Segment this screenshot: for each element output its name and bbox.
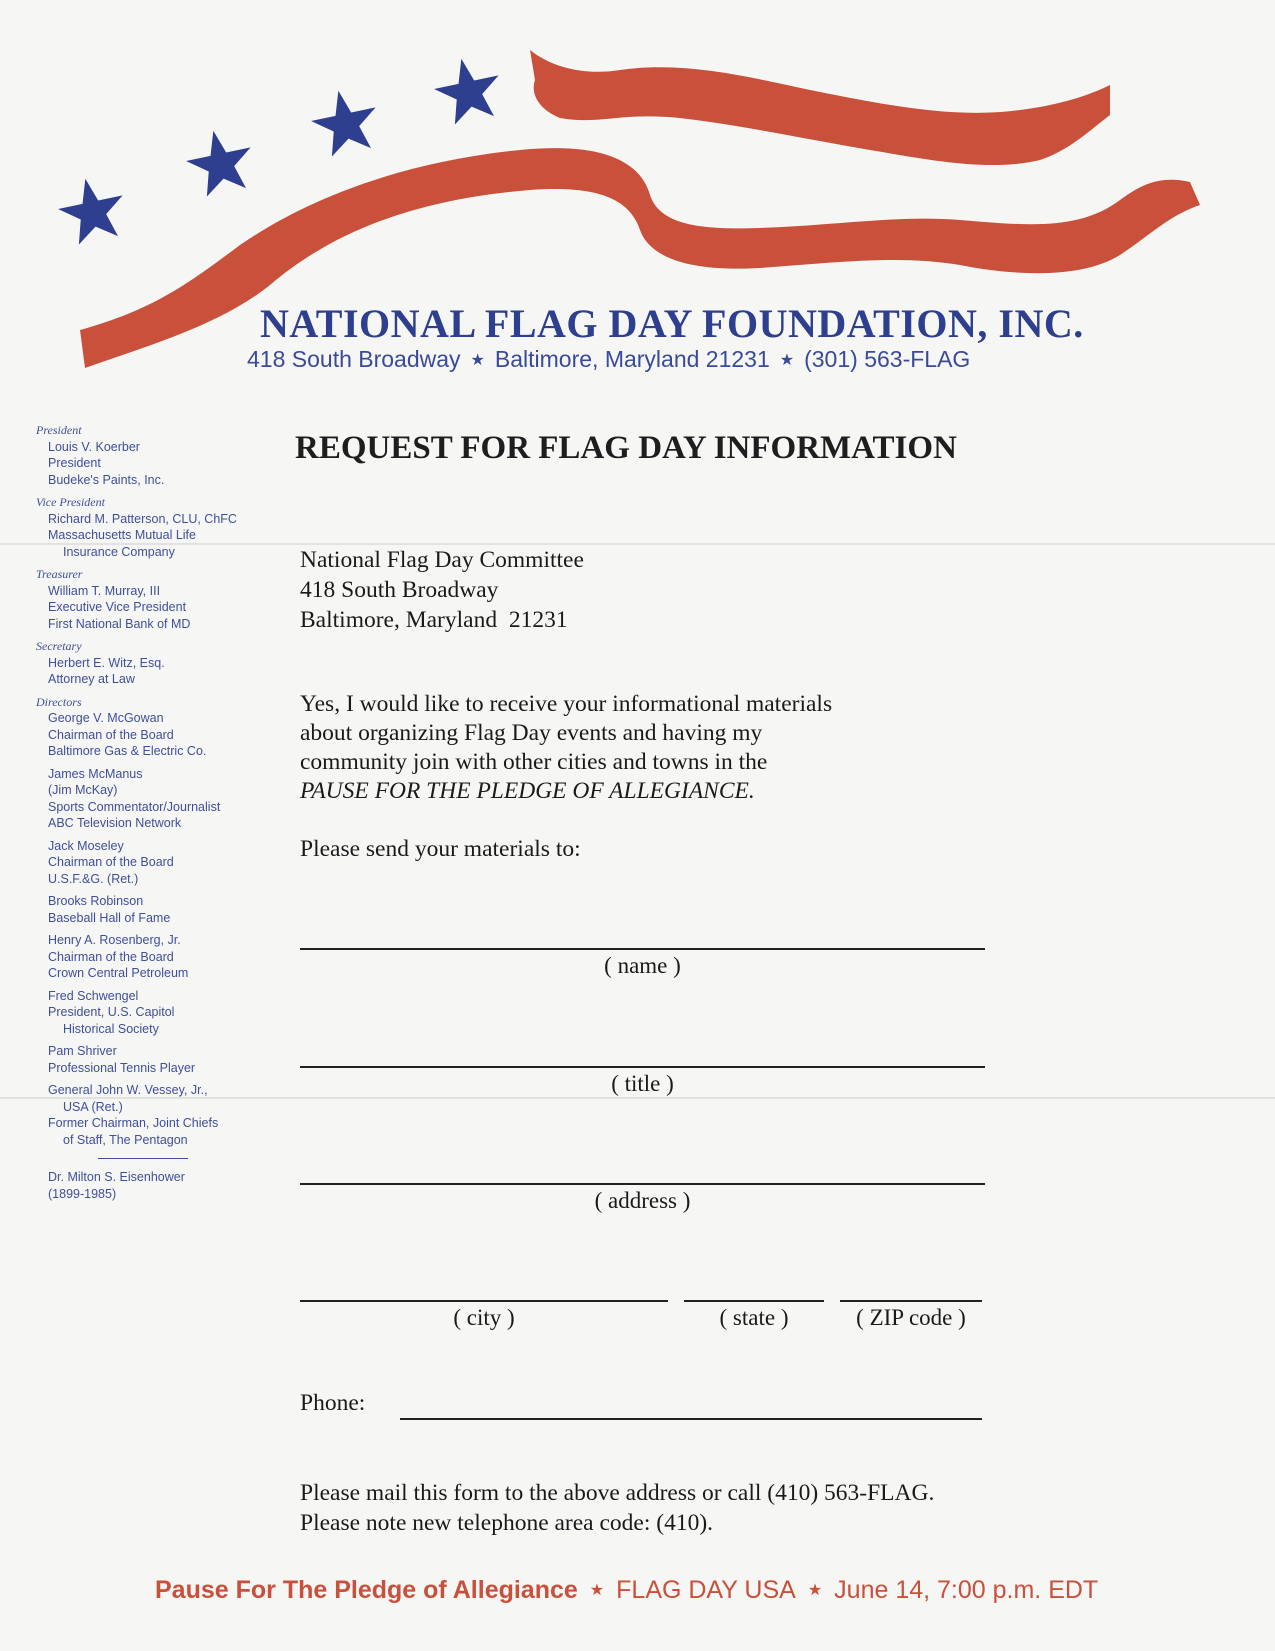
officer-line: Insurance Company [63, 544, 175, 559]
officer-line: Richard M. Patterson, CLU, ChFC [48, 511, 237, 526]
director-line: U.S.F.&G. (Ret.) [48, 871, 139, 886]
name-field[interactable] [300, 948, 985, 950]
star-separator-icon: ★ [807, 1582, 823, 1599]
zip-field[interactable] [840, 1300, 982, 1302]
form-title: REQUEST FOR FLAG DAY INFORMATION [295, 430, 957, 466]
director-line: Crown Central Petroleum [48, 966, 189, 980]
organization-address [247, 346, 1027, 373]
address-label: ( address ) [594, 1188, 691, 1213]
director-line: (Jim McKay) [48, 783, 118, 797]
officer-role: Secretary [36, 639, 82, 653]
officer-line: Louis V. Koerber [48, 439, 140, 454]
committee-address [300, 545, 584, 635]
paragraph-emphasis: PAUSE FOR THE PLEDGE OF ALLEGIANCE. [300, 778, 755, 804]
officer-line: Budeke's Paints, Inc. [48, 472, 165, 487]
director-line: Jack Moseley [48, 838, 124, 853]
director-line: James McManus [48, 766, 143, 781]
officer-role: Treasurer [36, 567, 83, 581]
paragraph-line: Yes, I would like to receive your informational materials [300, 691, 833, 717]
address-street: 418 South Broadway [247, 346, 461, 372]
memorial-line: (1899-1985) [48, 1186, 117, 1201]
state-field[interactable] [684, 1300, 824, 1302]
officer-line: William T. Murray, III [48, 583, 161, 598]
director-line: Chairman of the Board [48, 949, 174, 964]
city-field[interactable] [300, 1300, 668, 1302]
officer-role: Vice President [36, 495, 105, 509]
star-4 [429, 52, 507, 127]
title-label: ( title ) [611, 1071, 674, 1096]
director-line: Professional Tennis Player [48, 1060, 196, 1075]
director-line: Fred Schwengel [48, 988, 139, 1003]
footer-pledge: Pause For The Pledge of Allegiance [155, 1576, 578, 1604]
officers-sidebar [36, 422, 266, 1202]
director-line: Henry A. Rosenberg, Jr. [48, 933, 181, 947]
title-field[interactable] [300, 1066, 985, 1068]
paragraph-line: community join with other cities and towns in the [300, 749, 768, 775]
star-separator-icon: ★ [589, 1582, 605, 1599]
city-label: ( city ) [453, 1305, 515, 1330]
mail-note-line: Please mail this form to the above address or call (410) 563-FLAG. [300, 1480, 935, 1506]
address-phone: (301) 563-FLAG [804, 346, 971, 372]
star-separator-icon: ★ [470, 352, 485, 369]
request-paragraph [300, 690, 980, 806]
director-line: Chairman of the Board [48, 855, 174, 869]
address-city: Baltimore, Maryland 21231 [494, 346, 770, 372]
mail-note-line: Please note new telephone area code: (410). [300, 1510, 714, 1536]
paragraph-line: about organizing Flag Day events and having my [300, 720, 763, 746]
memorial-line: Dr. Milton S. Eisenhower [48, 1170, 185, 1184]
star-2 [181, 124, 259, 199]
officer-line: Herbert E. Witz, Esq. [48, 655, 165, 670]
name-label: ( name ) [604, 953, 681, 978]
stars-group [53, 52, 507, 247]
star-3 [306, 84, 384, 159]
committee-address-line: Baltimore, Maryland 21231 [300, 607, 568, 633]
footer-tagline [155, 1576, 1155, 1605]
ribbon-upper [530, 50, 1110, 165]
star-1 [53, 172, 131, 247]
director-line: Baltimore Gas & Electric Co. [48, 744, 207, 758]
director-line: President, U.S. Capitol [48, 1005, 175, 1019]
director-line: Baseball Hall of Fame [48, 910, 171, 925]
director-line: ABC Television Network [48, 816, 182, 830]
director-line: Historical Society [63, 1021, 159, 1036]
state-label: ( state ) [719, 1305, 789, 1330]
officer-line: Massachusetts Mutual Life [48, 528, 196, 542]
send-prompt: Please send your materials to: [300, 836, 581, 862]
director-line: of Staff, The Pentagon [63, 1132, 188, 1147]
director-line: General John W. Vessey, Jr., [48, 1083, 208, 1097]
officer-line: Executive Vice President [48, 600, 187, 614]
director-line: George V. McGowan [48, 711, 164, 725]
officer-line: President [48, 456, 101, 470]
director-line: Pam Shriver [48, 1044, 117, 1058]
director-line: Sports Commentator/Journalist [48, 799, 221, 814]
director-line: Chairman of the Board [48, 727, 174, 742]
mail-note [300, 1478, 934, 1538]
director-line: Former Chairman, Joint Chiefs [48, 1116, 219, 1130]
footer-flag-day: FLAG DAY USA [616, 1576, 796, 1604]
directors-heading: Directors [36, 694, 82, 709]
star-separator-icon: ★ [779, 352, 795, 369]
footer-date: June 14, 7:00 p.m. EDT [834, 1576, 1099, 1604]
committee-address-line: National Flag Day Committee [300, 547, 584, 573]
director-line: Brooks Robinson [48, 894, 144, 908]
phone-label: Phone: [300, 1390, 366, 1416]
director-line: USA (Ret.) [63, 1099, 123, 1114]
sidebar-divider [98, 1158, 188, 1159]
organization-name: NATIONAL FLAG DAY FOUNDATION, INC. [260, 301, 1084, 346]
address-field[interactable] [300, 1183, 985, 1185]
phone-field[interactable] [400, 1418, 982, 1420]
officer-role: President [36, 423, 82, 437]
committee-address-line: 418 South Broadway [300, 577, 499, 603]
officer-line: First National Bank of MD [48, 616, 191, 631]
zip-label: ( ZIP code ) [856, 1305, 966, 1330]
officer-line: Attorney at Law [48, 672, 135, 686]
